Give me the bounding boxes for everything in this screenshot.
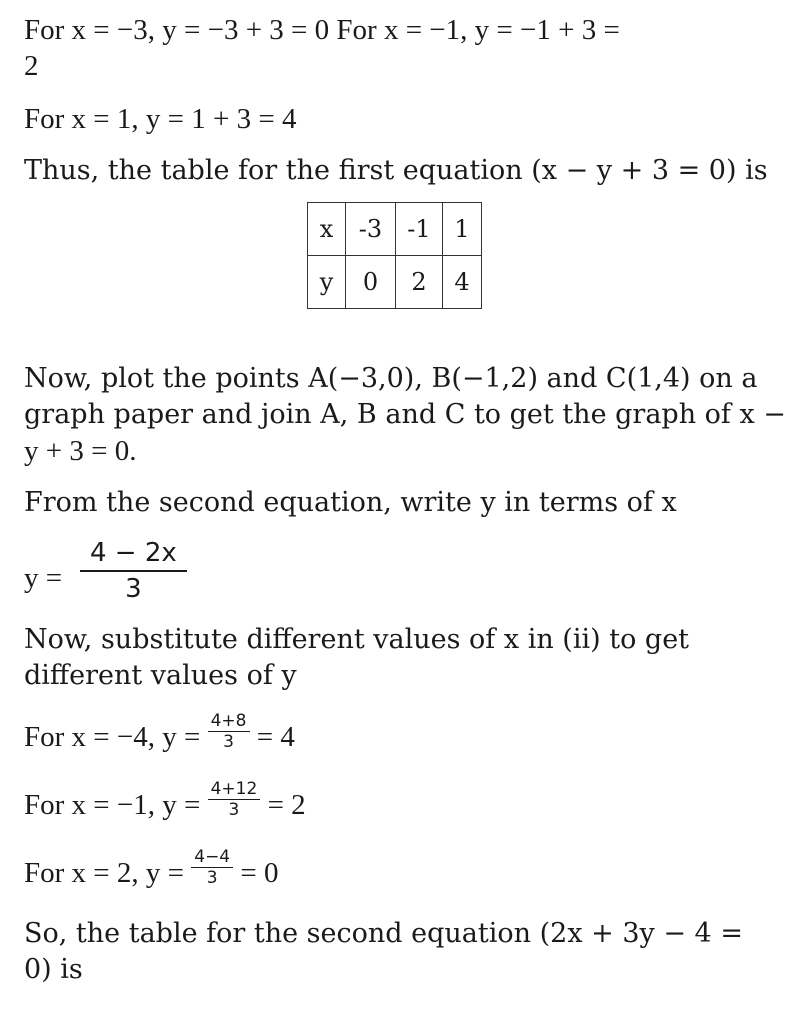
table-cell: 1 [443, 203, 482, 256]
table-row-x [308, 203, 482, 256]
substitution-fraction [208, 779, 261, 820]
table-cell: -3 [346, 203, 396, 256]
line-1b: 2 [24, 50, 39, 82]
line-4c: y + 3 = 0. [24, 435, 137, 467]
line-6b: different values of y [24, 660, 297, 691]
line-7b: 0) is [24, 954, 83, 985]
substitution-fraction [191, 847, 233, 888]
fraction-numerator: 4+12 [208, 779, 261, 800]
table-cell: x [308, 203, 346, 256]
line-6a: Now, substitute different values of x in (ii) to get [24, 624, 690, 655]
fraction-numerator: 4+8 [208, 711, 250, 732]
fraction-denominator: 3 [125, 574, 142, 604]
substitution-prefix: For x = −4, y = [24, 721, 201, 754]
line-1a: For x = −3, y = −3 + 3 = 0 For x = −1, y = −1 + 3 = [24, 14, 620, 46]
table-cell: 4 [443, 256, 482, 309]
line-7a: So, the table for the second equation (2x + 3y − 4 = [24, 918, 743, 949]
line-5: From the second equation, write y in terms of x [24, 487, 677, 518]
substitution-result: = 0 [240, 857, 279, 890]
substitution-prefix: For x = −1, y = [24, 789, 201, 822]
fraction-denominator: 3 [228, 800, 240, 820]
table-cell: -1 [396, 203, 443, 256]
substitution-3 [24, 847, 279, 896]
substitution-result: = 4 [256, 721, 295, 754]
line-4b: graph paper and join A, B and C to get the graph of x − [24, 399, 786, 430]
table-cell: y [308, 256, 346, 309]
table-row-y [308, 256, 482, 309]
fraction-numerator: 4−4 [191, 847, 233, 868]
line-3: Thus, the table for the first equation (x − y + 3 = 0) is [24, 155, 768, 186]
substitution-prefix: For x = 2, y = [24, 857, 184, 890]
fraction-denominator: 3 [206, 868, 218, 888]
fraction-numerator: 4 − 2x [80, 536, 187, 572]
fraction-4-2x-over-3 [80, 536, 187, 606]
fraction-denominator: 3 [223, 732, 234, 752]
substitution-result: = 2 [267, 789, 306, 822]
line-2: For x = 1, y = 1 + 3 = 4 [24, 103, 297, 135]
table-cell: 2 [396, 256, 443, 309]
line-4a: Now, plot the points A(−3,0), B(−1,2) and C(1,4) on a [24, 363, 758, 394]
table-cell: 0 [346, 256, 396, 309]
substitution-1 [24, 711, 295, 760]
substitution-fraction [208, 711, 250, 752]
table-first-equation [307, 202, 482, 309]
substitution-2 [24, 779, 306, 828]
equation-y-lhs: y = [24, 562, 63, 594]
